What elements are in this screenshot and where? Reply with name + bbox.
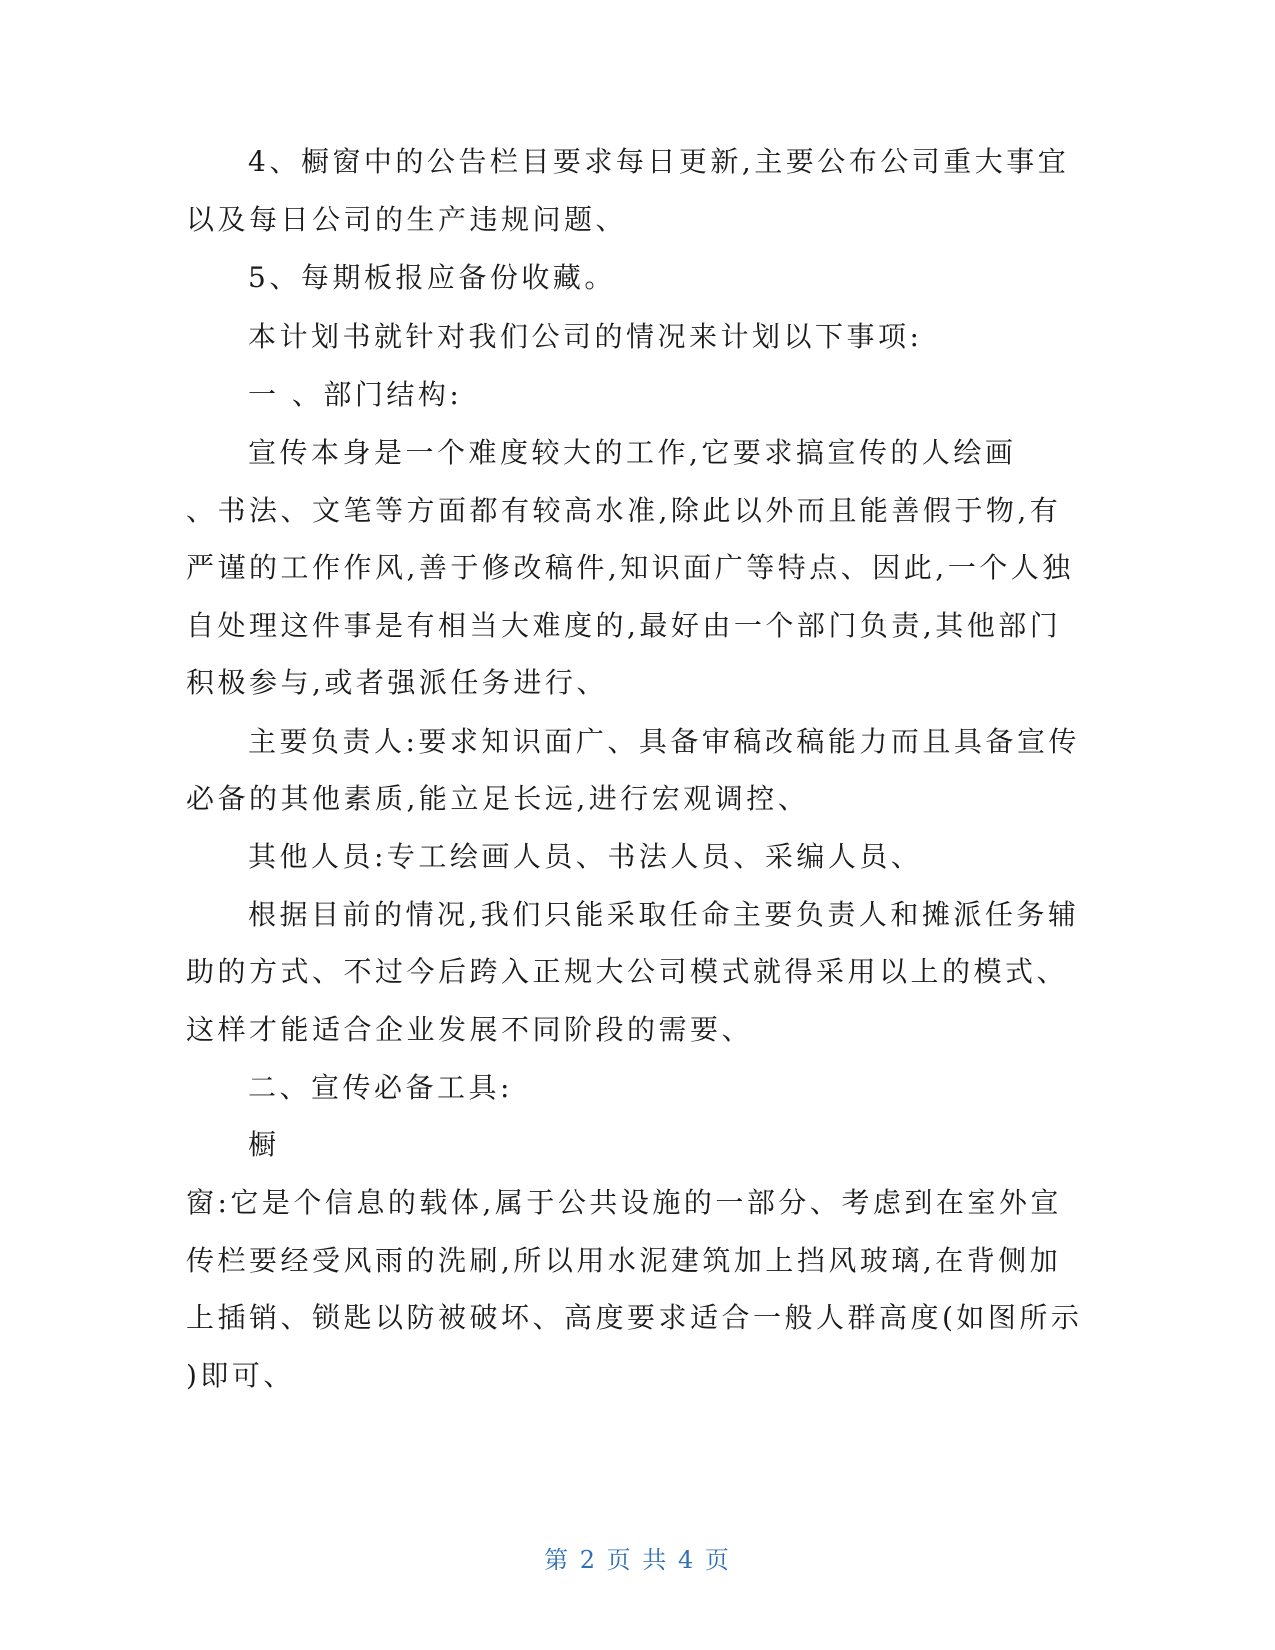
paragraph-line: 主要负责人:要求知识面广、具备审稿改稿能力而且具备宣传 bbox=[248, 725, 1080, 758]
paragraph-line: 本计划书就针对我们公司的情况来计划以下事项: bbox=[248, 320, 923, 353]
paragraph-line: 自处理这件事是有相当大难度的,最好由一个部门负责,其他部门 bbox=[186, 609, 1062, 642]
paragraph-line: 4、橱窗中的公告栏目要求每日更新,主要公布公司重大事宜 bbox=[248, 145, 1070, 178]
paragraph-line: 根据目前的情况,我们只能采取任命主要负责人和摊派任务辅 bbox=[248, 898, 1080, 931]
section-heading: 一 、部门结构: bbox=[248, 378, 463, 411]
paragraph-line: )即可、 bbox=[186, 1359, 295, 1392]
paragraph-line: 以及每日公司的生产违规问题、 bbox=[186, 203, 628, 236]
paragraph-line: 必备的其他素质,能立足长远,进行宏观调控、 bbox=[186, 782, 810, 815]
paragraph-line: 这样才能适合企业发展不同阶段的需要、 bbox=[186, 1013, 754, 1046]
paragraph-line: 橱 bbox=[248, 1128, 280, 1161]
paragraph-line: 助的方式、不过今后跨入正规大公司模式就得采用以上的模式、 bbox=[186, 955, 1069, 988]
paragraph-line: 上插销、锁匙以防被破坏、高度要求适合一般人群高度(如图所示 bbox=[186, 1301, 1083, 1334]
section-heading: 二、宣传必备工具: bbox=[248, 1071, 513, 1104]
paragraph-line: 、书法、文笔等方面都有较高水准,除此以外而且能善假于物,有 bbox=[186, 494, 1062, 527]
paragraph-line: 5、每期板报应备份收藏。 bbox=[248, 261, 616, 294]
paragraph-line: 传栏要经受风雨的洗刷,所以用水泥建筑加上挡风玻璃,在背侧加 bbox=[186, 1244, 1062, 1277]
page-number-footer: 第 2 页 共 4 页 bbox=[544, 1546, 731, 1574]
paragraph-line: 窗:它是个信息的载体,属于公共设施的一部分、考虑到在室外宣 bbox=[186, 1186, 1062, 1219]
paragraph-line: 严谨的工作作风,善于修改稿件,知识面广等特点、因此,一个人独 bbox=[186, 551, 1074, 584]
paragraph-line: 其他人员:专工绘画人员、书法人员、采编人员、 bbox=[248, 840, 923, 873]
paragraph-line: 积极参与,或者强派任务进行、 bbox=[186, 666, 608, 699]
paragraph-line: 宣传本身是一个难度较大的工作,它要求搞宣传的人绘画 bbox=[248, 436, 1017, 469]
